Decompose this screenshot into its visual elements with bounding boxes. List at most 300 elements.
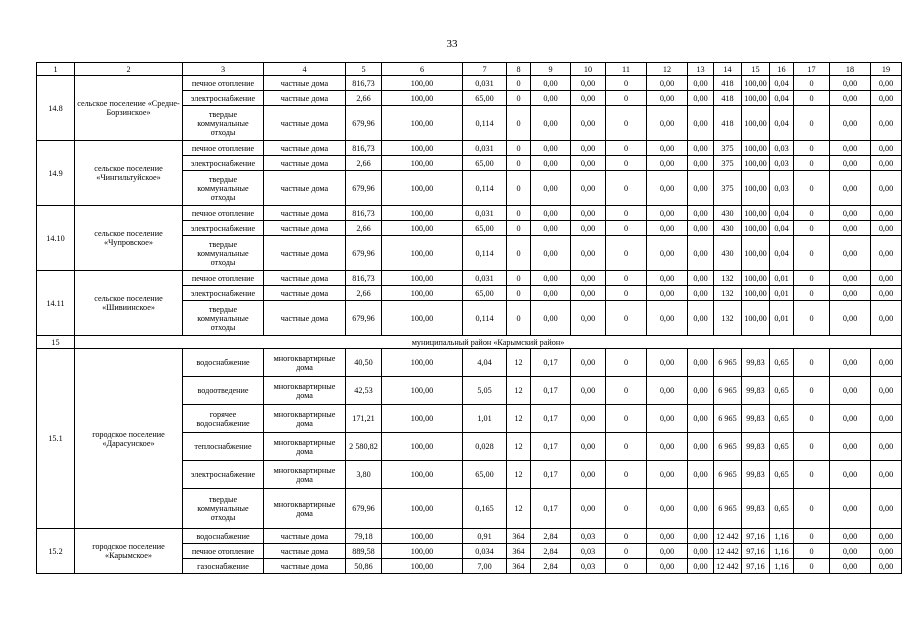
service-type: электроснабжение: [183, 156, 264, 171]
value-cell: 0: [507, 221, 531, 236]
value-cell: 0,00: [571, 206, 606, 221]
value-cell: 0: [794, 489, 830, 529]
value-cell: 0,00: [688, 405, 714, 433]
value-cell: 375: [714, 141, 742, 156]
value-cell: 0: [794, 433, 830, 461]
value-cell: 0: [794, 301, 830, 336]
row-number: 15.1: [37, 349, 75, 529]
header-cell: 15: [742, 63, 770, 76]
value-cell: 0: [794, 271, 830, 286]
service-type: печное отопление: [183, 206, 264, 221]
value-cell: 0: [606, 489, 647, 529]
value-cell: 0,17: [531, 489, 571, 529]
value-cell: 0,034: [463, 544, 507, 559]
value-cell: 6 965: [714, 433, 742, 461]
value-cell: 0,00: [830, 141, 871, 156]
value-cell: 0: [606, 106, 647, 141]
value-cell: 0: [606, 206, 647, 221]
housing-type: частные дома: [264, 559, 346, 574]
value-cell: 364: [507, 559, 531, 574]
value-cell: 0,00: [871, 221, 902, 236]
value-cell: 0,00: [871, 76, 902, 91]
value-cell: 100,00: [382, 559, 463, 574]
value-cell: 100,00: [382, 461, 463, 489]
value-cell: 0,00: [647, 489, 688, 529]
value-cell: 0,00: [830, 301, 871, 336]
value-cell: 0,00: [571, 106, 606, 141]
header-cell: 2: [75, 63, 183, 76]
value-cell: 0: [507, 141, 531, 156]
value-cell: 0: [606, 156, 647, 171]
housing-type: частные дома: [264, 91, 346, 106]
value-cell: 0,00: [830, 461, 871, 489]
value-cell: 2,66: [346, 156, 382, 171]
value-cell: 100,00: [742, 236, 770, 271]
value-cell: 0,00: [531, 221, 571, 236]
value-cell: 0,03: [770, 141, 794, 156]
value-cell: 0,00: [871, 286, 902, 301]
value-cell: 679,96: [346, 236, 382, 271]
value-cell: 0,00: [647, 377, 688, 405]
value-cell: 0,00: [871, 301, 902, 336]
header-cell: 17: [794, 63, 830, 76]
value-cell: 0: [606, 91, 647, 106]
value-cell: 4,04: [463, 349, 507, 377]
value-cell: 0,031: [463, 271, 507, 286]
settlement-name: сельское поселение «Чингильтуйское»: [75, 141, 183, 206]
value-cell: 0: [507, 301, 531, 336]
value-cell: 0,00: [830, 221, 871, 236]
value-cell: 2,66: [346, 286, 382, 301]
value-cell: 0,00: [571, 461, 606, 489]
header-row: [37, 63, 902, 76]
service-type: электроснабжение: [183, 221, 264, 236]
value-cell: 100,00: [742, 91, 770, 106]
housing-type: частные дома: [264, 301, 346, 336]
value-cell: 100,00: [382, 529, 463, 544]
value-cell: 0,00: [871, 236, 902, 271]
value-cell: 100,00: [382, 301, 463, 336]
value-cell: 0,00: [531, 91, 571, 106]
value-cell: 0: [606, 544, 647, 559]
value-cell: 0,04: [770, 206, 794, 221]
housing-type: частные дома: [264, 221, 346, 236]
value-cell: 0,65: [770, 349, 794, 377]
value-cell: 0: [794, 559, 830, 574]
header-cell: 9: [531, 63, 571, 76]
value-cell: 0,01: [770, 286, 794, 301]
value-cell: 100,00: [382, 349, 463, 377]
value-cell: 100,00: [742, 76, 770, 91]
value-cell: 0,00: [531, 141, 571, 156]
value-cell: 0: [794, 171, 830, 206]
value-cell: 100,00: [382, 76, 463, 91]
value-cell: 100,00: [742, 106, 770, 141]
value-cell: 0,00: [647, 349, 688, 377]
value-cell: 0: [794, 206, 830, 221]
service-type: газоснабжение: [183, 559, 264, 574]
value-cell: 0,00: [871, 156, 902, 171]
value-cell: 0,00: [688, 559, 714, 574]
service-type: водоотведение: [183, 377, 264, 405]
value-cell: 0,00: [688, 106, 714, 141]
value-cell: 0: [606, 171, 647, 206]
settlement-name: сельское поселение «Средне-Борзинское»: [75, 76, 183, 141]
value-cell: 0: [794, 529, 830, 544]
value-cell: 0,00: [871, 141, 902, 156]
housing-type: многоквартирные дома: [264, 433, 346, 461]
value-cell: 0,00: [571, 349, 606, 377]
value-cell: 0: [606, 529, 647, 544]
value-cell: 0,00: [688, 377, 714, 405]
table-row: [37, 206, 902, 221]
value-cell: 65,00: [463, 91, 507, 106]
service-type: электроснабжение: [183, 286, 264, 301]
row-number: 14.11: [37, 271, 75, 336]
settlement-name: городское поселение «Карымское»: [75, 529, 183, 574]
service-type: твердые коммунальные отходы: [183, 106, 264, 141]
value-cell: 0,00: [688, 221, 714, 236]
value-cell: 12: [507, 377, 531, 405]
value-cell: 0,00: [647, 236, 688, 271]
value-cell: 0,00: [688, 286, 714, 301]
value-cell: 0,00: [531, 171, 571, 206]
header-cell: 7: [463, 63, 507, 76]
value-cell: 0: [606, 271, 647, 286]
value-cell: 0,91: [463, 529, 507, 544]
value-cell: 100,00: [382, 141, 463, 156]
value-cell: 0,00: [830, 405, 871, 433]
value-cell: 0,03: [571, 544, 606, 559]
value-cell: 171,21: [346, 405, 382, 433]
value-cell: 0: [507, 76, 531, 91]
value-cell: 0,00: [871, 377, 902, 405]
value-cell: 65,00: [463, 461, 507, 489]
value-cell: 100,00: [382, 286, 463, 301]
section-row: [37, 336, 902, 349]
service-type: твердые коммунальные отходы: [183, 236, 264, 271]
value-cell: 0,00: [871, 489, 902, 529]
value-cell: 100,00: [382, 106, 463, 141]
housing-type: частные дома: [264, 544, 346, 559]
housing-type: частные дома: [264, 206, 346, 221]
value-cell: 1,16: [770, 544, 794, 559]
value-cell: 0,04: [770, 106, 794, 141]
section-number: 15: [37, 336, 75, 349]
value-cell: 12 442: [714, 559, 742, 574]
housing-type: частные дома: [264, 76, 346, 91]
value-cell: 889,58: [346, 544, 382, 559]
value-cell: 6 965: [714, 405, 742, 433]
value-cell: 0,00: [571, 171, 606, 206]
header-cell: 18: [830, 63, 871, 76]
value-cell: 100,00: [742, 221, 770, 236]
value-cell: 0: [794, 544, 830, 559]
value-cell: 100,00: [742, 271, 770, 286]
value-cell: 100,00: [742, 286, 770, 301]
value-cell: 0,04: [770, 236, 794, 271]
value-cell: 0,00: [647, 559, 688, 574]
service-type: твердые коммунальные отходы: [183, 171, 264, 206]
table-row: [37, 141, 902, 156]
housing-type: частные дома: [264, 271, 346, 286]
value-cell: 0,03: [770, 156, 794, 171]
value-cell: 97,16: [742, 529, 770, 544]
value-cell: 0,00: [871, 91, 902, 106]
value-cell: 2,84: [531, 544, 571, 559]
value-cell: 0,031: [463, 206, 507, 221]
table-row: [37, 76, 902, 91]
value-cell: 0,00: [647, 271, 688, 286]
value-cell: 0: [794, 405, 830, 433]
value-cell: 0,17: [531, 349, 571, 377]
housing-type: многоквартирные дома: [264, 349, 346, 377]
service-type: печное отопление: [183, 76, 264, 91]
value-cell: 100,00: [742, 171, 770, 206]
value-cell: 0,01: [770, 271, 794, 286]
value-cell: 12 442: [714, 544, 742, 559]
value-cell: 0,00: [830, 171, 871, 206]
value-cell: 0,114: [463, 301, 507, 336]
value-cell: 100,00: [742, 156, 770, 171]
value-cell: 0,00: [647, 141, 688, 156]
header-cell: 14: [714, 63, 742, 76]
value-cell: 0,031: [463, 141, 507, 156]
service-type: водоснабжение: [183, 349, 264, 377]
value-cell: 100,00: [742, 141, 770, 156]
value-cell: 679,96: [346, 106, 382, 141]
value-cell: 0,00: [571, 221, 606, 236]
value-cell: 0,00: [871, 544, 902, 559]
value-cell: 816,73: [346, 76, 382, 91]
value-cell: 679,96: [346, 489, 382, 529]
value-cell: 2,84: [531, 529, 571, 544]
value-cell: 0,00: [871, 405, 902, 433]
value-cell: 0,00: [647, 171, 688, 206]
value-cell: 0,00: [830, 544, 871, 559]
settlement-name: сельское поселение «Чупровское»: [75, 206, 183, 271]
value-cell: 1,16: [770, 529, 794, 544]
value-cell: 100,00: [382, 433, 463, 461]
value-cell: 0: [606, 236, 647, 271]
value-cell: 0,00: [688, 489, 714, 529]
value-cell: 0,00: [688, 271, 714, 286]
row-number: 15.2: [37, 529, 75, 574]
value-cell: 0,03: [571, 529, 606, 544]
value-cell: 0: [507, 171, 531, 206]
value-cell: 0,00: [571, 489, 606, 529]
value-cell: 816,73: [346, 206, 382, 221]
value-cell: 0,65: [770, 377, 794, 405]
value-cell: 0,17: [531, 377, 571, 405]
value-cell: 0: [507, 236, 531, 271]
value-cell: 100,00: [382, 206, 463, 221]
value-cell: 0: [606, 377, 647, 405]
value-cell: 100,00: [382, 156, 463, 171]
tariff-table: [36, 62, 902, 574]
header-cell: 11: [606, 63, 647, 76]
value-cell: 0: [606, 221, 647, 236]
value-cell: 0: [606, 461, 647, 489]
table-row: [37, 529, 902, 544]
value-cell: 375: [714, 156, 742, 171]
value-cell: 0,00: [830, 286, 871, 301]
value-cell: 0,031: [463, 76, 507, 91]
value-cell: 99,83: [742, 433, 770, 461]
value-cell: 0: [606, 76, 647, 91]
value-cell: 0,028: [463, 433, 507, 461]
value-cell: 0,00: [571, 286, 606, 301]
value-cell: 100,00: [382, 171, 463, 206]
value-cell: 97,16: [742, 544, 770, 559]
value-cell: 0,00: [531, 156, 571, 171]
value-cell: 0,00: [647, 286, 688, 301]
value-cell: 0,00: [830, 91, 871, 106]
value-cell: 0,17: [531, 405, 571, 433]
value-cell: 0: [794, 91, 830, 106]
value-cell: 12 442: [714, 529, 742, 544]
value-cell: 816,73: [346, 141, 382, 156]
value-cell: 100,00: [382, 236, 463, 271]
value-cell: 99,83: [742, 489, 770, 529]
value-cell: 0,00: [688, 206, 714, 221]
value-cell: 0,00: [571, 91, 606, 106]
value-cell: 0,00: [571, 236, 606, 271]
value-cell: 679,96: [346, 171, 382, 206]
settlement-name: городское поселение «Дарасунское»: [75, 349, 183, 529]
value-cell: 0,00: [830, 433, 871, 461]
service-type: печное отопление: [183, 271, 264, 286]
value-cell: 0,165: [463, 489, 507, 529]
value-cell: 99,83: [742, 349, 770, 377]
header-cell: 3: [183, 63, 264, 76]
value-cell: 0: [794, 236, 830, 271]
value-cell: 0,00: [688, 141, 714, 156]
value-cell: 0,00: [531, 236, 571, 271]
header-cell: 10: [571, 63, 606, 76]
value-cell: 100,00: [742, 206, 770, 221]
value-cell: 100,00: [382, 221, 463, 236]
value-cell: 0: [794, 76, 830, 91]
value-cell: 0: [507, 286, 531, 301]
value-cell: 0: [606, 433, 647, 461]
value-cell: 97,16: [742, 559, 770, 574]
value-cell: 0,00: [531, 106, 571, 141]
value-cell: 0: [507, 91, 531, 106]
value-cell: 0,00: [871, 171, 902, 206]
value-cell: 0: [507, 206, 531, 221]
value-cell: 79,18: [346, 529, 382, 544]
header-cell: 12: [647, 63, 688, 76]
value-cell: 6 965: [714, 377, 742, 405]
housing-type: частные дома: [264, 236, 346, 271]
value-cell: 430: [714, 236, 742, 271]
value-cell: 0,00: [688, 171, 714, 206]
value-cell: 0,00: [871, 433, 902, 461]
value-cell: 0,00: [571, 301, 606, 336]
service-type: печное отопление: [183, 141, 264, 156]
value-cell: 1,01: [463, 405, 507, 433]
value-cell: 0,00: [871, 349, 902, 377]
value-cell: 418: [714, 106, 742, 141]
value-cell: 0,00: [830, 559, 871, 574]
header-cell: 4: [264, 63, 346, 76]
value-cell: 2,66: [346, 221, 382, 236]
housing-type: частные дома: [264, 171, 346, 206]
value-cell: 0,00: [688, 76, 714, 91]
value-cell: 0,00: [871, 271, 902, 286]
value-cell: 2 580,82: [346, 433, 382, 461]
value-cell: 0,00: [830, 489, 871, 529]
value-cell: 0,00: [871, 529, 902, 544]
row-number: 14.8: [37, 76, 75, 141]
value-cell: 0,00: [830, 529, 871, 544]
row-number: 14.9: [37, 141, 75, 206]
table-row: [37, 271, 902, 286]
value-cell: 99,83: [742, 461, 770, 489]
value-cell: 0,00: [571, 156, 606, 171]
value-cell: 1,16: [770, 559, 794, 574]
value-cell: 0,00: [647, 206, 688, 221]
value-cell: 7,00: [463, 559, 507, 574]
value-cell: 418: [714, 91, 742, 106]
value-cell: 12: [507, 405, 531, 433]
value-cell: 0,00: [571, 433, 606, 461]
value-cell: 0: [794, 106, 830, 141]
header-cell: 13: [688, 63, 714, 76]
header-cell: 8: [507, 63, 531, 76]
value-cell: 0,00: [688, 236, 714, 271]
value-cell: 375: [714, 171, 742, 206]
value-cell: 364: [507, 529, 531, 544]
header-cell: 19: [871, 63, 902, 76]
value-cell: 0,114: [463, 236, 507, 271]
value-cell: 0,00: [688, 461, 714, 489]
value-cell: 42,53: [346, 377, 382, 405]
value-cell: 0,00: [688, 91, 714, 106]
value-cell: 0: [794, 286, 830, 301]
value-cell: 0,17: [531, 461, 571, 489]
value-cell: 100,00: [382, 271, 463, 286]
value-cell: 0,00: [647, 91, 688, 106]
value-cell: 0,00: [571, 405, 606, 433]
housing-type: многоквартирные дома: [264, 377, 346, 405]
value-cell: 0,00: [647, 221, 688, 236]
service-type: электроснабжение: [183, 461, 264, 489]
value-cell: 0,00: [830, 377, 871, 405]
value-cell: 0: [606, 559, 647, 574]
value-cell: 0,00: [647, 301, 688, 336]
value-cell: 0,65: [770, 461, 794, 489]
value-cell: 3,80: [346, 461, 382, 489]
value-cell: 0,00: [830, 106, 871, 141]
housing-type: частные дома: [264, 106, 346, 141]
header-cell: 1: [37, 63, 75, 76]
housing-type: многоквартирные дома: [264, 405, 346, 433]
value-cell: 99,83: [742, 377, 770, 405]
value-cell: 0: [606, 141, 647, 156]
value-cell: 100,00: [382, 91, 463, 106]
value-cell: 0: [507, 271, 531, 286]
value-cell: 0: [606, 301, 647, 336]
value-cell: 0: [606, 349, 647, 377]
value-cell: 0,65: [770, 405, 794, 433]
value-cell: 364: [507, 544, 531, 559]
header-cell: 6: [382, 63, 463, 76]
value-cell: 100,00: [382, 405, 463, 433]
service-type: твердые коммунальные отходы: [183, 489, 264, 529]
service-type: печное отопление: [183, 544, 264, 559]
